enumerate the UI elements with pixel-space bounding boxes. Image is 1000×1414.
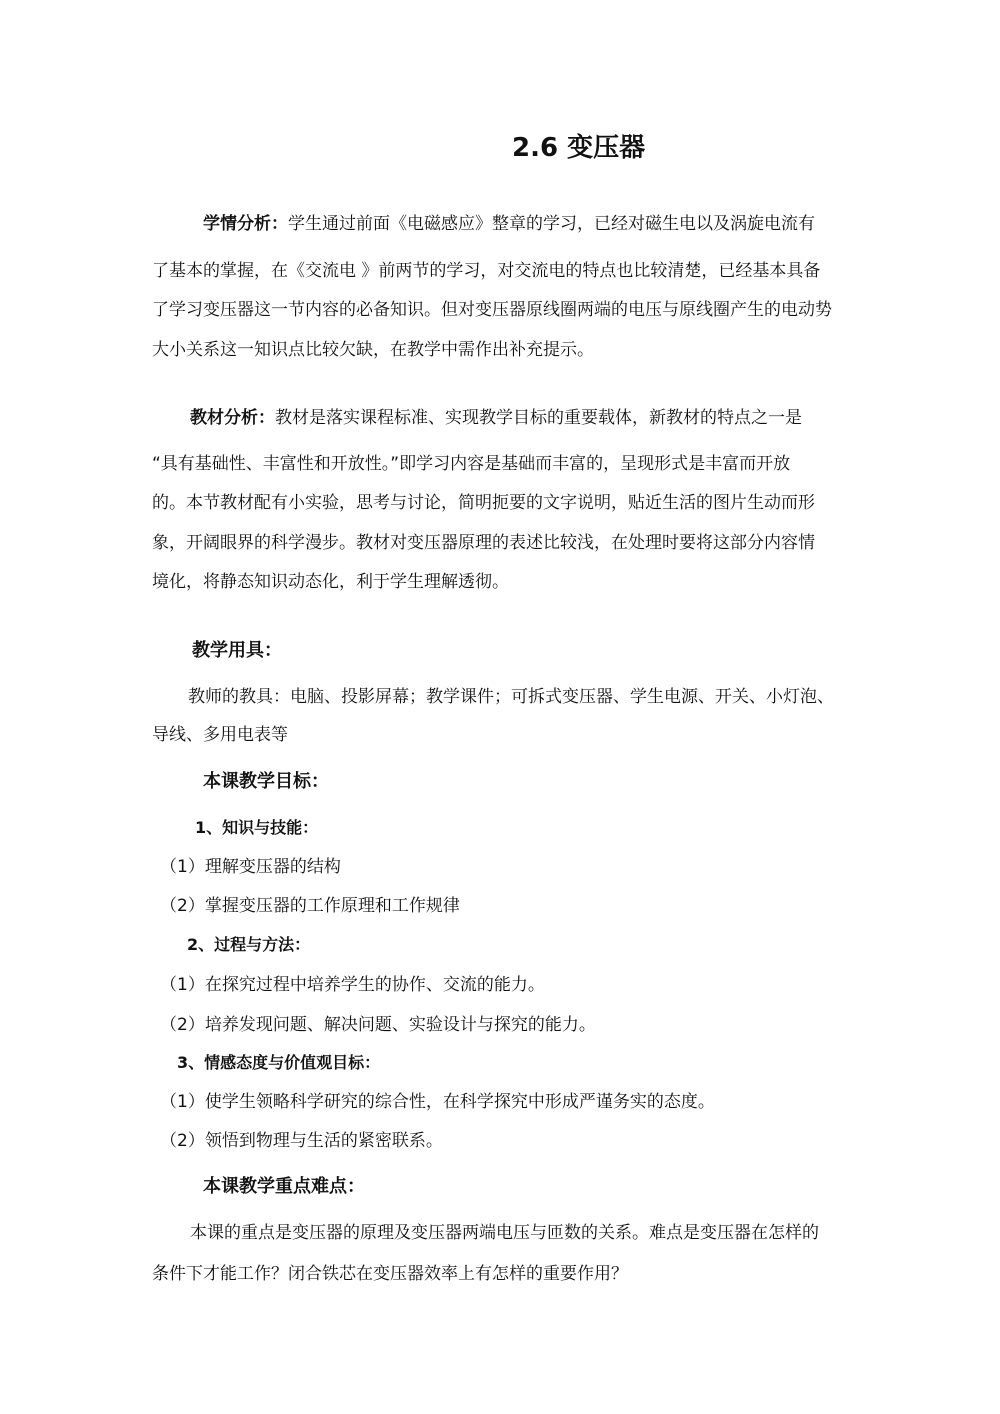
process-item-2: （2）培养发现问题、解决问题、实验设计与探究的能力。 — [160, 1015, 596, 1035]
textbook-analysis-line-1: 教材分析：教材是落实课程标准、实现教学目标的重要载体，新教材的特点之一是 — [190, 408, 802, 428]
learning-analysis-label: 学情分析： — [203, 214, 288, 234]
learning-analysis-line-1: 学情分析：学生通过前面《电磁感应》整章的学习，已经对磁生电以及涡旋电流有 — [203, 214, 815, 234]
learning-analysis-line-3: 了学习变压器这一节内容的必备知识。但对变压器原线圈两端的电压与原线圈产生的电动势 — [152, 300, 832, 320]
tools-heading: 教学用具： — [192, 640, 282, 661]
learning-analysis-line-2: 了基本的掌握，在《交流电 》前两节的学习，对交流电的特点也比较清楚，已经基本具备 — [152, 261, 821, 281]
knowledge-item-2: （2）掌握变压器的工作原理和工作规律 — [160, 896, 460, 916]
process-heading: 2、过程与方法： — [187, 935, 311, 954]
key-points-line-2: 条件下才能工作？闭合铁芯在变压器效率上有怎样的重要作用？ — [152, 1264, 628, 1284]
textbook-analysis-line-3: 的。本节教材配有小实验，思考与讨论，简明扼要的文字说明，贴近生活的图片生动而形 — [152, 493, 815, 513]
key-points-heading: 本课教学重点难点： — [203, 1176, 365, 1197]
process-item-1: （1）在探究过程中培养学生的协作、交流的能力。 — [160, 975, 545, 995]
knowledge-item-1: （1）理解变压器的结构 — [160, 857, 341, 877]
textbook-analysis-line-4: 象，开阔眼界的科学漫步。教材对变压器原理的表述比较浅，在处理时要将这部分内容情 — [152, 533, 815, 553]
tools-line-2: 导线、多用电表等 — [152, 725, 288, 745]
key-points-line-1: 本课的重点是变压器的原理及变压器两端电压与匝数的关系。难点是变压器在怎样的 — [190, 1223, 819, 1243]
textbook-analysis-line-5: 境化，将静态知识动态化，利于学生理解透彻。 — [152, 572, 509, 592]
knowledge-heading: 1、知识与技能： — [195, 818, 319, 837]
page-title: 2.6 变压器 — [512, 133, 646, 163]
textbook-analysis-label: 教材分析： — [190, 408, 275, 428]
emotion-heading: 3、情感态度与价值观目标： — [177, 1053, 381, 1072]
learning-analysis-line-4: 大小关系这一知识点比较欠缺，在教学中需作出补充提示。 — [152, 340, 594, 360]
tools-line-1: 教师的教具：电脑、投影屏幕；教学课件；可拆式变压器、学生电源、开关、小灯泡、 — [188, 687, 834, 707]
objectives-heading: 本课教学目标： — [203, 771, 329, 792]
emotion-item-1: （1）使学生领略科学研究的综合性，在科学探究中形成严谨务实的态度。 — [160, 1092, 715, 1112]
textbook-analysis-line-2: “具有基础性、丰富性和开放性。”即学习内容是基础而丰富的，呈现形式是丰富而开放 — [152, 454, 791, 474]
emotion-item-2: （2）领悟到物理与生活的紧密联系。 — [160, 1131, 443, 1151]
